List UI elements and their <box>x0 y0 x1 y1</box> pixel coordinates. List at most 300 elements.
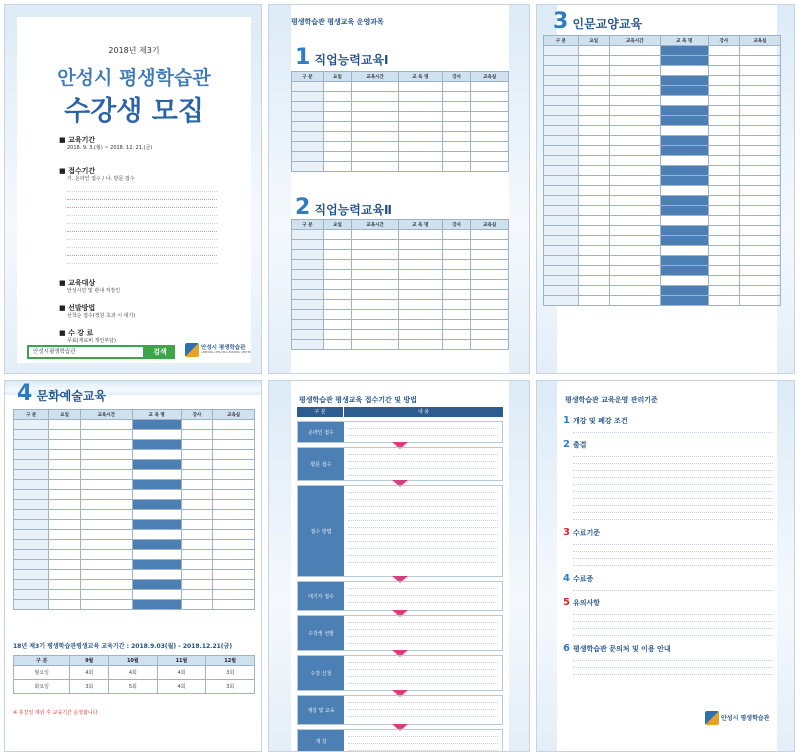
table-cell <box>292 280 324 290</box>
table-cell <box>352 340 399 350</box>
table-cell <box>352 82 399 92</box>
table-cell <box>609 196 660 206</box>
table-row <box>292 122 509 132</box>
table-cell <box>708 266 739 276</box>
table-row <box>292 132 509 142</box>
table-cell <box>544 286 579 296</box>
table-cell <box>471 92 509 102</box>
registration-detail <box>344 656 502 690</box>
table-cell <box>352 162 399 172</box>
rules-page <box>536 380 795 752</box>
table-cell <box>292 112 324 122</box>
registration-row <box>297 729 503 752</box>
table-row <box>14 570 255 580</box>
table-cell <box>292 230 324 240</box>
table-cell: 3회 <box>206 680 255 694</box>
table-cell <box>442 310 471 320</box>
table-cell <box>292 122 324 132</box>
table-cell <box>398 132 442 142</box>
table-cell <box>14 450 49 460</box>
table-cell <box>544 126 579 136</box>
cover-item: ■ 교육대상 안성시민 및 관내 직장인 <box>59 278 239 295</box>
table-cell <box>660 246 708 256</box>
table-cell <box>292 340 324 350</box>
table-cell <box>14 420 49 430</box>
table-cell <box>708 286 739 296</box>
table-cell <box>442 300 471 310</box>
section-label: 문화예술교육 <box>36 389 107 403</box>
table-cell <box>442 290 471 300</box>
table-cell <box>132 460 181 470</box>
logo-mark-icon <box>705 711 719 725</box>
table-cell <box>49 590 81 600</box>
table-cell <box>471 290 509 300</box>
table-row <box>14 530 255 540</box>
col-header: 교육실 <box>213 410 255 420</box>
table-cell <box>49 460 81 470</box>
table-cell <box>544 96 579 106</box>
table-cell <box>181 470 213 480</box>
table-row <box>292 270 509 280</box>
table-cell <box>352 122 399 132</box>
table-cell <box>14 560 49 570</box>
table-cell <box>213 440 255 450</box>
table-cell <box>609 66 660 76</box>
table-cell <box>578 106 609 116</box>
cover-title-line2: 수강생 모집 <box>64 96 204 127</box>
table-cell <box>181 530 213 540</box>
table-cell <box>544 186 579 196</box>
table-cell <box>660 256 708 266</box>
table-cell <box>442 330 471 340</box>
table-cell <box>80 570 132 580</box>
table-cell <box>708 116 739 126</box>
table-row <box>544 276 781 286</box>
registration-detail <box>344 422 502 442</box>
table-cell <box>80 540 132 550</box>
table-cell <box>544 116 579 126</box>
table-cell <box>181 550 213 560</box>
table-cell <box>739 286 780 296</box>
table-cell <box>739 156 780 166</box>
table-cell <box>660 216 708 226</box>
table-cell <box>660 106 708 116</box>
rule-section <box>563 415 773 439</box>
table-cell <box>708 176 739 186</box>
course-table <box>291 219 509 350</box>
table-cell <box>739 46 780 56</box>
table-cell <box>352 132 399 142</box>
rule-section <box>563 439 773 527</box>
table-cell <box>544 206 579 216</box>
registration-detail <box>344 616 502 650</box>
table-cell <box>544 196 579 206</box>
table-cell <box>471 102 509 112</box>
col-header: 구 분 <box>292 220 324 230</box>
table-cell <box>49 480 81 490</box>
table-cell <box>80 550 132 560</box>
registration-row <box>297 447 503 481</box>
table-cell <box>323 340 352 350</box>
table-cell: 5회 <box>109 680 158 694</box>
table-cell <box>292 290 324 300</box>
table-cell <box>609 96 660 106</box>
table-row <box>14 420 255 430</box>
col-header: 구 분 <box>14 656 70 666</box>
cover-edition: 2018년 제3기 <box>108 46 160 55</box>
cover-item-label: 교육대상 <box>68 279 96 287</box>
table-cell <box>660 206 708 216</box>
rule-title: 유의사항 <box>572 599 601 607</box>
table-cell <box>398 340 442 350</box>
col-header: 9월 <box>70 656 109 666</box>
table-row <box>544 216 781 226</box>
table-cell <box>14 480 49 490</box>
table-cell: 3회 <box>206 666 255 680</box>
table-row <box>544 196 781 206</box>
table-cell <box>708 86 739 96</box>
table-row <box>544 56 781 66</box>
table-cell <box>609 276 660 286</box>
table-cell <box>609 156 660 166</box>
table-cell <box>323 102 352 112</box>
table-cell <box>181 600 213 610</box>
registration-label: 개 강 <box>298 730 344 752</box>
table-cell <box>132 570 181 580</box>
table-cell <box>213 430 255 440</box>
table-cell <box>80 580 132 590</box>
table-cell <box>609 86 660 96</box>
table-cell <box>708 56 739 66</box>
rule-title: 수료증 <box>572 575 594 583</box>
registration-row <box>297 615 503 651</box>
table-cell <box>181 420 213 430</box>
table-cell <box>398 92 442 102</box>
table-cell <box>292 330 324 340</box>
table-cell <box>398 142 442 152</box>
table-cell <box>442 122 471 132</box>
registration-row <box>297 581 503 611</box>
table-cell <box>660 266 708 276</box>
registration-page <box>268 380 530 752</box>
table-cell <box>660 176 708 186</box>
registration-detail <box>344 486 502 576</box>
table-cell <box>739 96 780 106</box>
table-cell <box>442 162 471 172</box>
table-cell <box>708 156 739 166</box>
vocational-page <box>268 4 530 374</box>
rule-section <box>563 643 773 683</box>
table-row <box>14 460 255 470</box>
table-cell <box>471 340 509 350</box>
table-row <box>292 320 509 330</box>
table-cell <box>708 226 739 236</box>
table-cell <box>398 162 442 172</box>
table-cell <box>323 132 352 142</box>
table-cell <box>442 142 471 152</box>
cover-item-text: 2018. 9. 3.(월) ~ 2018. 12. 21.(금) <box>67 145 153 151</box>
table-cell <box>708 216 739 226</box>
table-cell <box>398 112 442 122</box>
table-cell <box>544 56 579 66</box>
table-cell <box>609 116 660 126</box>
table-cell <box>660 226 708 236</box>
table-cell <box>49 430 81 440</box>
table-cell <box>660 236 708 246</box>
table-cell <box>578 236 609 246</box>
section-title <box>553 9 642 34</box>
cover-items <box>59 135 239 345</box>
table-cell <box>181 480 213 490</box>
table-cell <box>398 320 442 330</box>
table-cell <box>323 300 352 310</box>
table-cell <box>609 296 660 306</box>
table-row <box>544 256 781 266</box>
table-cell <box>708 166 739 176</box>
table-row <box>544 266 781 276</box>
registration-label: 수강 신청 <box>298 656 344 690</box>
table-cell <box>739 236 780 246</box>
table-cell <box>132 490 181 500</box>
logo-text: 안성시 평생학습관 <box>201 345 246 351</box>
table-cell <box>323 162 352 172</box>
table-row <box>544 186 781 196</box>
table-cell <box>708 206 739 216</box>
search-button[interactable]: 검색 <box>145 345 175 359</box>
table-cell <box>352 92 399 102</box>
section-number: 1 <box>295 45 311 70</box>
table-cell <box>609 186 660 196</box>
table-row <box>14 600 255 610</box>
table-cell <box>442 230 471 240</box>
table-cell <box>80 440 132 450</box>
course-table <box>13 409 255 610</box>
table-cell <box>181 460 213 470</box>
table-cell <box>442 82 471 92</box>
table-cell <box>213 480 255 490</box>
table-cell <box>213 500 255 510</box>
col-header: 교 육 명 <box>398 220 442 230</box>
table-cell <box>213 510 255 520</box>
table-cell <box>442 270 471 280</box>
table-row <box>544 136 781 146</box>
table-row <box>14 450 255 460</box>
table-cell <box>471 132 509 142</box>
table-cell <box>739 276 780 286</box>
table-cell <box>578 166 609 176</box>
table-cell <box>442 280 471 290</box>
table-cell <box>708 236 739 246</box>
table-row <box>544 116 781 126</box>
table-cell <box>80 480 132 490</box>
table-cell <box>49 510 81 520</box>
table-cell <box>660 96 708 106</box>
table-cell <box>708 106 739 116</box>
table-cell <box>660 296 708 306</box>
table-row <box>292 260 509 270</box>
table-cell: 4회 <box>109 666 158 680</box>
table-cell <box>323 82 352 92</box>
table-cell: 3회 <box>70 680 109 694</box>
table-cell <box>213 420 255 430</box>
table-cell <box>660 66 708 76</box>
table-cell <box>80 560 132 570</box>
table-cell <box>660 166 708 176</box>
table-cell <box>132 510 181 520</box>
table-cell <box>578 96 609 106</box>
table-cell <box>578 46 609 56</box>
table-cell <box>739 216 780 226</box>
table-row <box>292 300 509 310</box>
table-cell <box>739 186 780 196</box>
rule-title: 평생학습관 문의처 및 이용 안내 <box>572 645 671 653</box>
table-row <box>292 230 509 240</box>
table-cell <box>471 300 509 310</box>
table-cell <box>442 92 471 102</box>
table-cell <box>398 102 442 112</box>
table-cell <box>292 240 324 250</box>
table-cell <box>292 310 324 320</box>
table-row <box>544 86 781 96</box>
table-cell <box>578 116 609 126</box>
cover-page <box>4 4 262 374</box>
table-row <box>14 470 255 480</box>
table-cell <box>578 286 609 296</box>
table-cell <box>708 246 739 256</box>
col-header: 교육실 <box>739 36 780 46</box>
table-cell <box>442 152 471 162</box>
table-row <box>14 440 255 450</box>
table-cell <box>80 500 132 510</box>
table-cell <box>49 560 81 570</box>
registration-label: 접수 방법 <box>298 486 344 576</box>
col-header: 교육실 <box>471 72 509 82</box>
table-cell <box>660 186 708 196</box>
page-header: 평생학습관 평생교육 접수기간 및 방법 <box>299 396 417 404</box>
registration-detail <box>344 730 502 752</box>
table-cell <box>292 300 324 310</box>
table-cell <box>181 570 213 580</box>
table-cell <box>471 270 509 280</box>
table-cell <box>471 330 509 340</box>
table-cell <box>578 156 609 166</box>
humanities-page <box>536 4 795 374</box>
table-cell <box>292 162 324 172</box>
page-header: 평생학습관 평생교육 운영과목 <box>291 18 384 26</box>
table-cell <box>660 286 708 296</box>
rule-title: 수료기준 <box>572 529 601 537</box>
table-cell <box>708 46 739 56</box>
col-header: 내 용 <box>343 407 503 417</box>
table-cell <box>578 206 609 216</box>
table-cell <box>708 76 739 86</box>
table-cell <box>442 260 471 270</box>
table-cell <box>739 176 780 186</box>
search-box[interactable] <box>27 345 145 359</box>
registration-row <box>297 485 503 577</box>
table-cell <box>442 340 471 350</box>
table-cell <box>181 490 213 500</box>
rule-number: 6 <box>563 643 570 654</box>
table-cell <box>132 470 181 480</box>
table-cell <box>132 600 181 610</box>
table-cell <box>739 256 780 266</box>
table-row <box>292 162 509 172</box>
table-cell <box>132 560 181 570</box>
logo-sub: ANSEONG LIFELONG LEARNING CENTER <box>201 351 252 354</box>
table-cell <box>398 280 442 290</box>
course-table <box>543 35 781 306</box>
table-cell <box>609 226 660 236</box>
table-cell <box>352 112 399 122</box>
table-cell <box>739 226 780 236</box>
period-table <box>13 655 255 694</box>
table-cell <box>80 430 132 440</box>
registration-row <box>297 421 503 443</box>
table-cell <box>544 256 579 266</box>
table-row <box>544 176 781 186</box>
table-cell <box>739 266 780 276</box>
table-row <box>544 96 781 106</box>
table-cell <box>49 530 81 540</box>
table-cell <box>352 330 399 340</box>
table-cell <box>609 216 660 226</box>
table-cell <box>181 520 213 530</box>
table-cell <box>213 520 255 530</box>
table-cell <box>609 256 660 266</box>
table-cell <box>213 470 255 480</box>
table-cell <box>132 580 181 590</box>
rule-number: 5 <box>563 597 570 608</box>
table-row <box>14 560 255 570</box>
table-cell <box>544 246 579 256</box>
table-cell <box>323 122 352 132</box>
table-cell <box>442 112 471 122</box>
table-cell <box>739 106 780 116</box>
table-cell <box>578 66 609 76</box>
table-cell <box>739 136 780 146</box>
table-cell <box>398 240 442 250</box>
table-cell <box>739 116 780 126</box>
table-cell <box>578 56 609 66</box>
cover-item: ■ 접수기간 가. 온라인 접수 / 나. 방문 접수 <box>59 166 239 264</box>
table-cell <box>323 320 352 330</box>
table-cell <box>609 176 660 186</box>
table-cell <box>14 430 49 440</box>
cover-title-line1: 안성시 평생학습관 <box>57 67 211 89</box>
table-cell <box>213 530 255 540</box>
table-cell <box>544 266 579 276</box>
table-cell <box>578 266 609 276</box>
cover-item: ■ 교육기간 2018. 9. 3.(월) ~ 2018. 12. 21.(금) <box>59 135 239 152</box>
col-header: 구 분 <box>544 36 579 46</box>
rule-section <box>563 573 773 597</box>
table-cell <box>49 440 81 450</box>
table-cell <box>544 106 579 116</box>
col-header: 교육시간 <box>80 410 132 420</box>
search-box-text: 안성시평생학습관 <box>33 349 76 355</box>
table-cell <box>49 540 81 550</box>
table-cell <box>544 296 579 306</box>
table-cell <box>292 132 324 142</box>
table-cell <box>49 580 81 590</box>
table-row <box>292 340 509 350</box>
table-row <box>14 490 255 500</box>
col-header: 11월 <box>157 656 206 666</box>
table-cell <box>132 540 181 550</box>
cover-item: ■ 선발방법 선착순 접수(정원 초과 시 대기) <box>59 303 239 320</box>
table-cell <box>578 246 609 256</box>
